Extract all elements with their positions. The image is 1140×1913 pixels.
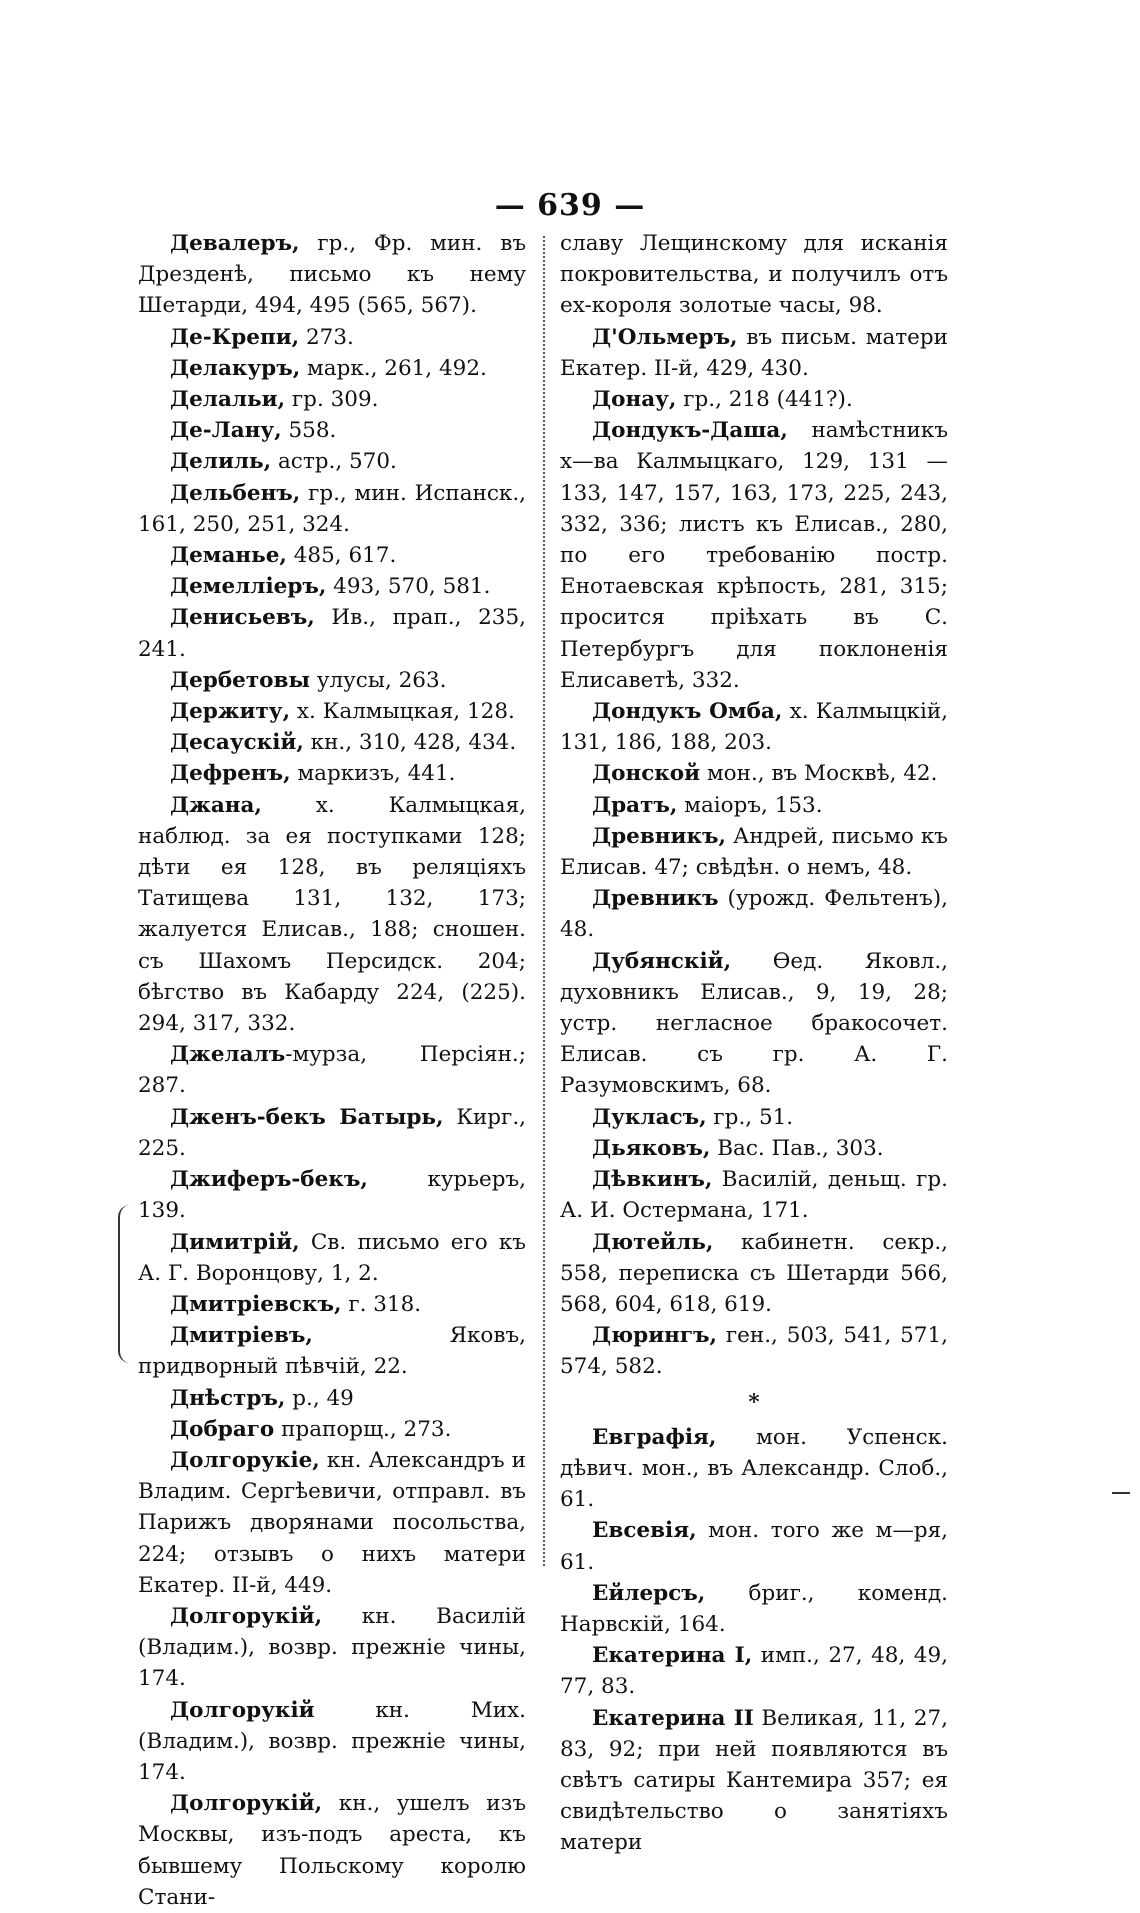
entry-text: намѣстникъ х—ва Калмыцкаго, 129, 131 — 133, 147, 157, 163, 173, 225, 243, 332, 336; листъ къ Елисав., 280, по его требованiю постр. Енотаевская крѣпость, 281, 315; просится прiѣхать въ С. Петербургъ для поклоненiя Елисаветѣ, 332. xyxy=(560,418,948,693)
entry-headword: Дютейль, xyxy=(592,1229,714,1255)
entry-headword: Делальи, xyxy=(170,387,286,413)
entry-text: маркизъ, 441. xyxy=(290,761,456,787)
entry-text: 273. xyxy=(299,324,354,350)
entry-headword: Дукласъ, xyxy=(592,1104,707,1130)
index-entry xyxy=(560,1703,948,1859)
index-entry xyxy=(138,758,526,789)
column-divider xyxy=(543,236,545,1566)
entry-text: гр., 218 (441?). xyxy=(676,387,853,413)
entry-headword: Дербетовы xyxy=(170,667,311,693)
index-entry xyxy=(560,758,948,789)
entry-headword: Дмитрiевъ, xyxy=(170,1323,313,1349)
index-entry xyxy=(138,1414,526,1445)
entry-headword: Евграфiя, xyxy=(592,1424,717,1450)
entry-headword: Донской xyxy=(592,761,701,787)
index-entry xyxy=(138,571,526,602)
entry-text: ген., 503, 541, 571, 574, 582. xyxy=(560,1323,948,1380)
index-entry xyxy=(560,322,948,384)
index-entry xyxy=(138,696,526,727)
entry-headword: Держиту, xyxy=(170,699,291,725)
entry-text: бриг., коменд. Нарвскiй, 164. xyxy=(560,1580,948,1637)
entry-headword: Дубянскiй, xyxy=(592,948,732,974)
index-entry xyxy=(138,478,526,540)
entry-headword: Добраго xyxy=(170,1416,275,1442)
index-entry xyxy=(138,602,526,664)
entry-text: х. Калмыцкая, 128. xyxy=(290,699,515,725)
entry-text: р., 49 xyxy=(285,1385,354,1411)
index-entry xyxy=(560,1102,948,1133)
entry-text: гр., Фр. мин. въ Дрезденѣ, письмо къ нему Шетарди, 494, 495 (565, 567). xyxy=(138,231,526,319)
entry-text: гр., мин. Испанск., 161, 250, 251, 324. xyxy=(138,480,526,537)
entry-text: х. Калмыцкая, наблюд. за ея поступками 128; дѣти ея 128, въ реляцiяхъ Татищева 131, 132, 173; жалуется Елисав., 188; сношен. съ Шахомъ Персидск. 204; бѣгство въ Кабарду 224, (225). 294, 317, 332. xyxy=(138,792,526,1037)
entry-headword: Д'Ольмеръ, xyxy=(592,324,738,350)
index-entry xyxy=(138,1102,526,1164)
entry-text: 485, 617. xyxy=(286,543,397,569)
index-entry xyxy=(560,1133,948,1164)
index-entry xyxy=(560,790,948,821)
section-separator: * xyxy=(748,1389,760,1415)
index-entry xyxy=(138,1445,526,1601)
index-entry xyxy=(560,1422,948,1516)
entry-headword: Дондукъ-Даша, xyxy=(592,418,788,444)
entry-headword: Девалеръ, xyxy=(170,231,300,256)
margin-bracket-mark xyxy=(118,1205,134,1363)
index-entry xyxy=(138,727,526,758)
index-entry xyxy=(560,1227,948,1321)
entry-headword: Евсевiя, xyxy=(592,1518,697,1544)
index-entry xyxy=(560,384,948,415)
entry-headword: Дѣвкинъ, xyxy=(592,1167,713,1193)
entry-headword: Дратъ, xyxy=(592,792,678,818)
index-entry xyxy=(560,821,948,883)
entry-text: улусы, 263. xyxy=(310,667,447,693)
entry-text: 558. xyxy=(281,418,337,444)
entry-text: Св. письмо его къ А. Г. Воронцову, 1, 2. xyxy=(138,1229,526,1286)
entry-headword: Долгорукiй, xyxy=(170,1791,323,1817)
entry-text: мон. Успенск. дѣвич. мон., въ Александр. Слоб., 61. xyxy=(560,1424,948,1513)
entry-headword: Десаускiй, xyxy=(170,730,304,756)
entry-headword: Древникъ xyxy=(592,886,719,912)
entry-text: х. Калмыцкiй, 131, 186, 188, 203. xyxy=(560,699,948,756)
entry-text: гр., 51. xyxy=(706,1104,794,1130)
index-entry xyxy=(138,1320,526,1382)
index-entry xyxy=(138,384,526,415)
index-entry xyxy=(560,883,948,945)
entry-headword: Делакуръ, xyxy=(170,355,301,381)
entry-headword: Древникъ, xyxy=(592,823,726,849)
index-entry xyxy=(560,415,948,696)
entry-text: 493, 570, 581. xyxy=(326,574,491,600)
left-column xyxy=(138,228,526,1913)
index-entry xyxy=(560,1515,948,1577)
index-entry xyxy=(138,790,526,1040)
entry-headword: Донау, xyxy=(592,387,677,413)
continued-entry: славу Лещинскому для исканiя покровительства, и получилъ отъ ex-короля золотые часы, 98. xyxy=(560,231,948,319)
entry-headword: Днѣстръ, xyxy=(170,1385,286,1411)
entry-text: въ письм. матери Екатер. II-й, 429, 430. xyxy=(560,324,948,381)
index-entry xyxy=(560,1578,948,1640)
entry-headword: Дельбенъ, xyxy=(170,480,301,506)
entry-headword: Деманье, xyxy=(170,543,287,569)
entry-headword: Долгорукiе, xyxy=(170,1447,320,1473)
index-entry xyxy=(560,1320,948,1382)
entry-text: кабинетн. секр., 558, переписка съ Шетарди 566, 568, 604, 618, 619. xyxy=(560,1229,948,1317)
index-entry xyxy=(138,1383,526,1414)
entry-text: маiоръ, 153. xyxy=(677,792,823,818)
entry-headword: Екатерина I, xyxy=(592,1643,753,1669)
entry-headword: Дженъ-бекъ Батырь, xyxy=(170,1104,444,1130)
entry-text: мон., въ Москвѣ, 42. xyxy=(700,761,938,787)
index-entry xyxy=(138,1289,526,1320)
entry-text: прапорщ., 273. xyxy=(274,1416,452,1442)
page-number: — 639 — xyxy=(494,188,646,223)
entry-headword: Делиль, xyxy=(170,449,272,475)
index-entry xyxy=(560,696,948,758)
entry-text: астр., 570. xyxy=(271,449,397,475)
entry-headword: Джиферъ-бекъ, xyxy=(170,1167,368,1193)
index-entry xyxy=(138,415,526,446)
entry-text: (урожд. Фельтенъ), 48. xyxy=(560,886,948,943)
index-entry xyxy=(138,1695,526,1789)
index-entry xyxy=(560,946,948,1102)
right-column xyxy=(560,228,948,1859)
entry-headword: Дмитрiевскъ, xyxy=(170,1291,342,1317)
entry-headword: Де-Лану, xyxy=(170,418,282,444)
entry-text: Василiй, деньщ. гр. А. И. Остермана, 171. xyxy=(560,1167,948,1224)
entry-headword: Денисьевъ, xyxy=(170,605,315,631)
entry-text: -мурза, Персiян.; 287. xyxy=(138,1042,526,1099)
index-entry xyxy=(138,1227,526,1289)
entry-headword: Долгорукiй, xyxy=(170,1603,323,1629)
entry-headword: Ейлерсъ, xyxy=(592,1580,706,1606)
entry-headword: Демеллiеръ, xyxy=(170,574,327,600)
entry-text: Кирг., 225. xyxy=(138,1104,526,1161)
entry-text: кн. Василiй (Владим.), возвр. прежнiе чины, 174. xyxy=(138,1603,526,1692)
entry-headword: Де-Крепи, xyxy=(170,324,300,350)
index-entry xyxy=(138,353,526,384)
entry-text: курьеръ, 139. xyxy=(138,1167,526,1224)
entry-text: Яковъ, придворный пѣвчiй, 22. xyxy=(138,1323,526,1380)
entry-headword: Димитрiй, xyxy=(170,1229,300,1255)
entry-headword: Джана, xyxy=(170,792,262,818)
entry-text: кн. Александръ и Владим. Сергѣевичи, отправл. въ Парижъ дворянами посольства, 224; отзывъ о нихъ матери Екатер. II-й, 449. xyxy=(138,1447,526,1598)
entry-text: Вас. Пав., 303. xyxy=(710,1135,884,1161)
index-entry xyxy=(138,540,526,571)
entry-text: кн. Мих. (Владим.), возвр. прежнiе чины, 174. xyxy=(138,1697,526,1785)
entry-headword: Джелалъ xyxy=(170,1042,286,1068)
entry-headword: Дьяковъ, xyxy=(592,1135,711,1161)
entry-text: имп., 27, 48, 49, 77, 83. xyxy=(560,1643,948,1700)
index-entry xyxy=(138,1039,526,1101)
entry-text: Великая, 11, 27, 83, 92; при ней появляются въ свѣтъ сатиры Кантемира 357; ея свидѣтельство о занятiяхъ матери xyxy=(560,1705,948,1856)
entry-headword: Дондукъ Омба, xyxy=(592,699,783,725)
index-entry xyxy=(560,1164,948,1226)
entry-text: марк., 261, 492. xyxy=(300,355,487,381)
entry-text: мон. того же м—ря, 61. xyxy=(560,1518,948,1575)
entry-text: кн., 310, 428, 434. xyxy=(303,730,517,756)
entry-text: Ив., прап., 235, 241. xyxy=(138,605,526,662)
entry-text: г. 318. xyxy=(341,1291,422,1317)
index-entry xyxy=(138,665,526,696)
index-entry xyxy=(138,322,526,353)
entry-headword: Екатерина II xyxy=(592,1705,754,1731)
index-entry xyxy=(138,446,526,477)
index-entry xyxy=(560,1640,948,1702)
index-entry xyxy=(138,1164,526,1226)
entry-text: кн., ушелъ изъ Москвы, изъ-подъ ареста, къ бывшему Польскому королю Стани- xyxy=(138,1791,526,1910)
entry-headword: Долгорукiй xyxy=(170,1697,315,1723)
entry-text: Андрей, письмо къ Елисав. 47; свѣдѣн. о немъ, 48. xyxy=(560,823,948,881)
entry-headword: Дюрингъ, xyxy=(592,1323,718,1349)
edge-mark xyxy=(1112,1492,1130,1494)
index-entry xyxy=(138,1788,526,1913)
entry-headword: Дефренъ, xyxy=(170,761,291,787)
entry-text: гр. 309. xyxy=(285,387,379,413)
index-entry xyxy=(138,1601,526,1695)
index-entry xyxy=(138,228,526,322)
entry-text: Ѳед. Яковл., духовникъ Елисав., 9, 19, 28; устр. негласное бракосочет. Елисав. съ гр. А. Г. Разумовскимъ, 68. xyxy=(560,948,948,1099)
